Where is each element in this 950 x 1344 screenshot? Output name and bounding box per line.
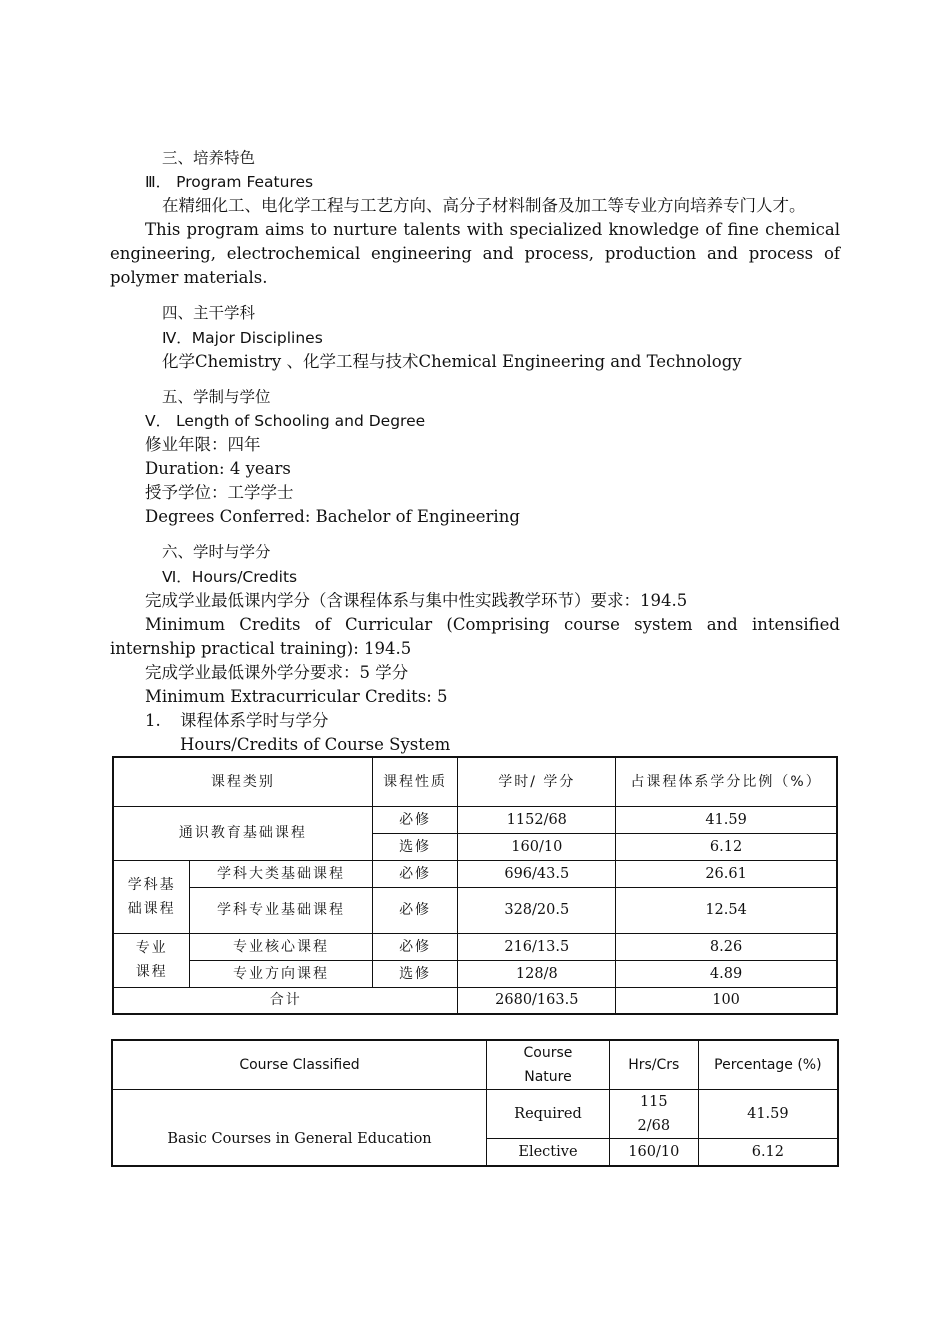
course-name-cell: 专业核心课程: [190, 933, 372, 960]
hours-cell: 160/10: [458, 833, 616, 860]
total-hours: 2680/163.5: [458, 987, 616, 1014]
nature-cell: 必修: [372, 860, 458, 887]
section-3-heading-zh: 三、培养特色: [162, 149, 256, 167]
degree-zh: 授予学位：工学学士: [145, 483, 294, 502]
course-hours-table-en: [111, 1039, 839, 1167]
table-row: [113, 806, 837, 833]
section-3-heading-en: Ⅲ． Program Features: [145, 173, 314, 191]
header-course-category: 课程类别: [113, 757, 372, 806]
min-credits-zh: 完成学业最低课内学分（含课程体系与集中性实践教学环节）要求：194.5: [145, 591, 688, 610]
hours-cell: 160/10: [609, 1139, 698, 1166]
percentage-cell: 41.59: [698, 1090, 838, 1139]
header-course-nature: 课程性质: [372, 757, 458, 806]
course-hours-table-zh: [112, 756, 838, 1015]
table-row: [113, 887, 837, 933]
subsection-1-title-zh: 课程体系学时与学分: [180, 711, 329, 730]
section-6-heading-zh: 六、学时与学分: [162, 543, 271, 561]
table-header-row: [112, 1040, 838, 1090]
percentage-cell: 8.26: [616, 933, 837, 960]
general-education-label: Basic Courses in General Education: [112, 1090, 487, 1166]
degree-en: Degrees Conferred: Bachelor of Engineering: [145, 507, 520, 526]
subsection-1-number: 1.: [145, 711, 161, 730]
percentage-cell: 12.54: [616, 887, 837, 933]
nature-cell: 必修: [372, 887, 458, 933]
hours-cell: 128/8: [458, 960, 616, 987]
major-disciplines-line: 化学Chemistry 、化学工程与技术Chemical Engineering and Technology: [162, 352, 742, 371]
percentage-cell: 6.12: [616, 833, 837, 860]
percentage-cell: 41.59: [616, 806, 837, 833]
nature-cell: 选修: [372, 833, 458, 860]
header-course-nature: Course Nature: [487, 1040, 610, 1090]
table-row: [113, 960, 837, 987]
section-4-heading-zh: 四、主干学科: [162, 304, 256, 322]
table-row: [112, 1090, 838, 1139]
hours-cell: 328/20.5: [458, 887, 616, 933]
nature-cell: Required: [487, 1090, 610, 1139]
header-percentage: Percentage (%): [698, 1040, 838, 1090]
header-percentage: 占课程体系学分比例（%）: [616, 757, 837, 806]
section-3-para-en: This program aims to nurture talents with specialized knowledge of fine chemical engineering, electrochemical engineering and process, production and process of polymer materials.: [110, 220, 840, 287]
nature-cell: 必修: [372, 933, 458, 960]
section-6-heading-en: Ⅵ．Hours/Credits: [162, 568, 298, 586]
course-name-cell: 学科专业基础课程: [190, 887, 372, 933]
header-hours-credits: 学时/ 学分: [458, 757, 616, 806]
course-name-cell: 专业方向课程: [190, 960, 372, 987]
section-3-para-zh: 在精细化工、电化学工程与工艺方向、高分子材料制备及加工等专业方向培养专门人才。: [162, 196, 806, 215]
duration-zh: 修业年限：四年: [145, 435, 261, 454]
table-total-row: [113, 987, 837, 1014]
hours-cell: 1152/68: [609, 1090, 698, 1139]
hours-cell: 696/43.5: [458, 860, 616, 887]
nature-cell: 必修: [372, 806, 458, 833]
major-courses-label: 专业课程: [113, 933, 190, 987]
course-name-cell: 学科大类基础课程: [190, 860, 372, 887]
subsection-1-title-en: Hours/Credits of Course System: [180, 735, 451, 754]
min-credits-en: Minimum Credits of Curricular (Comprising course system and intensified internship practical training): 194.5: [110, 615, 840, 658]
section-5-heading-zh: 五、学制与学位: [162, 388, 271, 406]
hours-cell: 216/13.5: [458, 933, 616, 960]
discipline-basic-label: 学科基础课程: [113, 860, 190, 933]
table-row: [113, 860, 837, 887]
table-row: [113, 933, 837, 960]
total-label: 合计: [113, 987, 458, 1014]
header-hrs-crs: Hrs/Crs: [609, 1040, 698, 1090]
section-4-heading-en: Ⅳ．Major Disciplines: [162, 329, 323, 347]
total-percentage: 100: [616, 987, 837, 1014]
general-education-label: 通识教育基础课程: [113, 806, 372, 860]
hours-cell: 1152/68: [458, 806, 616, 833]
percentage-cell: 6.12: [698, 1139, 838, 1166]
extracurricular-en: Minimum Extracurricular Credits: 5: [145, 687, 448, 706]
table-header-row: [113, 757, 837, 806]
header-course-classified: Course Classified: [112, 1040, 487, 1090]
nature-cell: Elective: [487, 1139, 610, 1166]
nature-cell: 选修: [372, 960, 458, 987]
percentage-cell: 26.61: [616, 860, 837, 887]
section-5-heading-en: Ⅴ． Length of Schooling and Degree: [145, 412, 426, 430]
duration-en: Duration: 4 years: [145, 459, 291, 478]
percentage-cell: 4.89: [616, 960, 837, 987]
extracurricular-zh: 完成学业最低课外学分要求：5 学分: [145, 663, 409, 682]
